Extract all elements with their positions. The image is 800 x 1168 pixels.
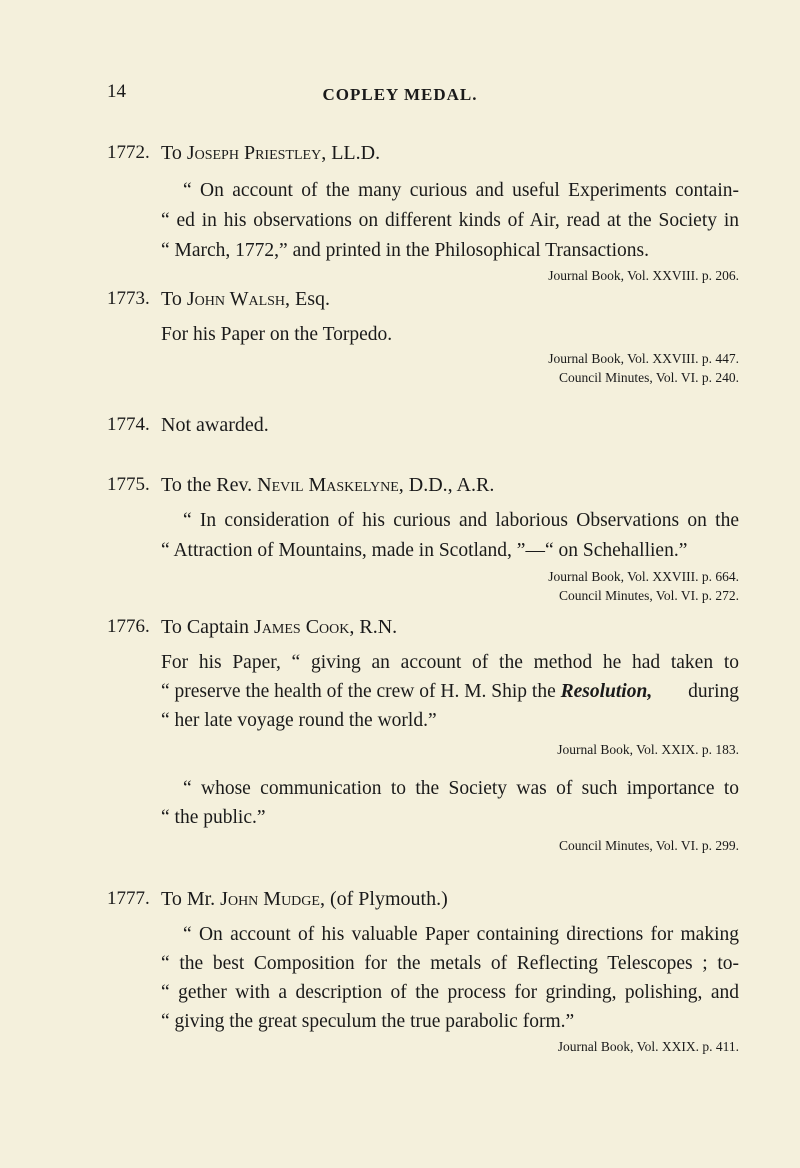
reference-line: Journal Book, Vol. XXVIII. p. 447. — [548, 351, 739, 366]
entry-year: 1773. — [107, 288, 150, 309]
entry-year: 1776. — [107, 616, 150, 637]
entry-year: 1777. — [107, 888, 150, 909]
citation-line: “ In consideration of his curious and laborious Observations on the — [183, 510, 739, 531]
citation-line: “ gether with a description of the process for grinding, polishing, and — [161, 982, 739, 1003]
entry-text: Not awarded. — [161, 414, 269, 436]
citation-line: “ Attraction of Mountains, made in Scotland, ”—“ on Schehallien.” — [161, 540, 688, 561]
page-number: 14 — [107, 81, 126, 102]
entry-year: 1775. — [107, 474, 150, 495]
reference-line: Council Minutes, Vol. VI. p. 299. — [558, 838, 739, 853]
recipient-name: John Mudge — [220, 888, 320, 910]
recipient-name: Joseph Priestley — [186, 142, 322, 164]
citation-line: “ On account of his valuable Paper containing directions for making — [183, 924, 739, 945]
entry-recipient: To Joseph Priestley, LL.D. — [161, 142, 381, 164]
entry-year: 1772. — [107, 142, 150, 163]
entry-recipient: To Captain James Cook, R.N. — [161, 616, 398, 638]
citation-line: “ ed in his observations on different kinds of Air, read at the Society in — [161, 210, 739, 231]
entry-recipient: To Mr. John Mudge, (of Plymouth.) — [161, 888, 448, 910]
reference-line: Journal Book, Vol. XXVIII. p. 664. — [548, 569, 739, 584]
citation-line: For his Paper, “ giving an account of the method he had taken to — [161, 652, 739, 673]
citation-line: “ whose communication to the Society was of such importance to — [183, 778, 739, 799]
page-header — [0, 81, 800, 111]
citation-line: “ giving the great speculum the true parabolic form.” — [161, 1011, 575, 1032]
citation-line: “ preserve the health of the crew of H. M. Ship the Resolution, during — [161, 681, 739, 702]
recipient-name: John Walsh — [186, 288, 286, 310]
recipient-name: Nevil Maskelyne — [257, 474, 399, 496]
reference-line: Journal Book, Vol. XXIX. p. 183. — [557, 742, 739, 757]
citation-line: “ On account of the many curious and useful Experiments contain- — [183, 180, 739, 201]
entry-recipient: To John Walsh, Esq. — [161, 288, 331, 310]
entry-year: 1774. — [107, 414, 150, 435]
recipient-name: James Cook — [254, 616, 350, 638]
citation-line: For his Paper on the Torpedo. — [161, 324, 393, 345]
citation-line: “ the public.” — [161, 807, 266, 828]
running-title: COPLEY MEDAL. — [322, 85, 478, 104]
citation-line: “ March, 1772,” and printed in the Philosophical Transactions. — [161, 240, 649, 261]
reference-line: Council Minutes, Vol. VI. p. 240. — [558, 370, 739, 385]
reference-line: Journal Book, Vol. XXVIII. p. 206. — [548, 268, 739, 283]
citation-line: “ the best Composition for the metals of Reflecting Telescopes ; to- — [161, 953, 739, 974]
citation-line: “ her late voyage round the world.” — [161, 710, 437, 731]
ship-name: Resolution, — [560, 681, 653, 702]
reference-line: Journal Book, Vol. XXIX. p. 411. — [557, 1039, 739, 1054]
reference-line: Council Minutes, Vol. VI. p. 272. — [558, 588, 739, 603]
entry-recipient: To the Rev. Nevil Maskelyne, D.D., A.R. — [161, 474, 495, 496]
